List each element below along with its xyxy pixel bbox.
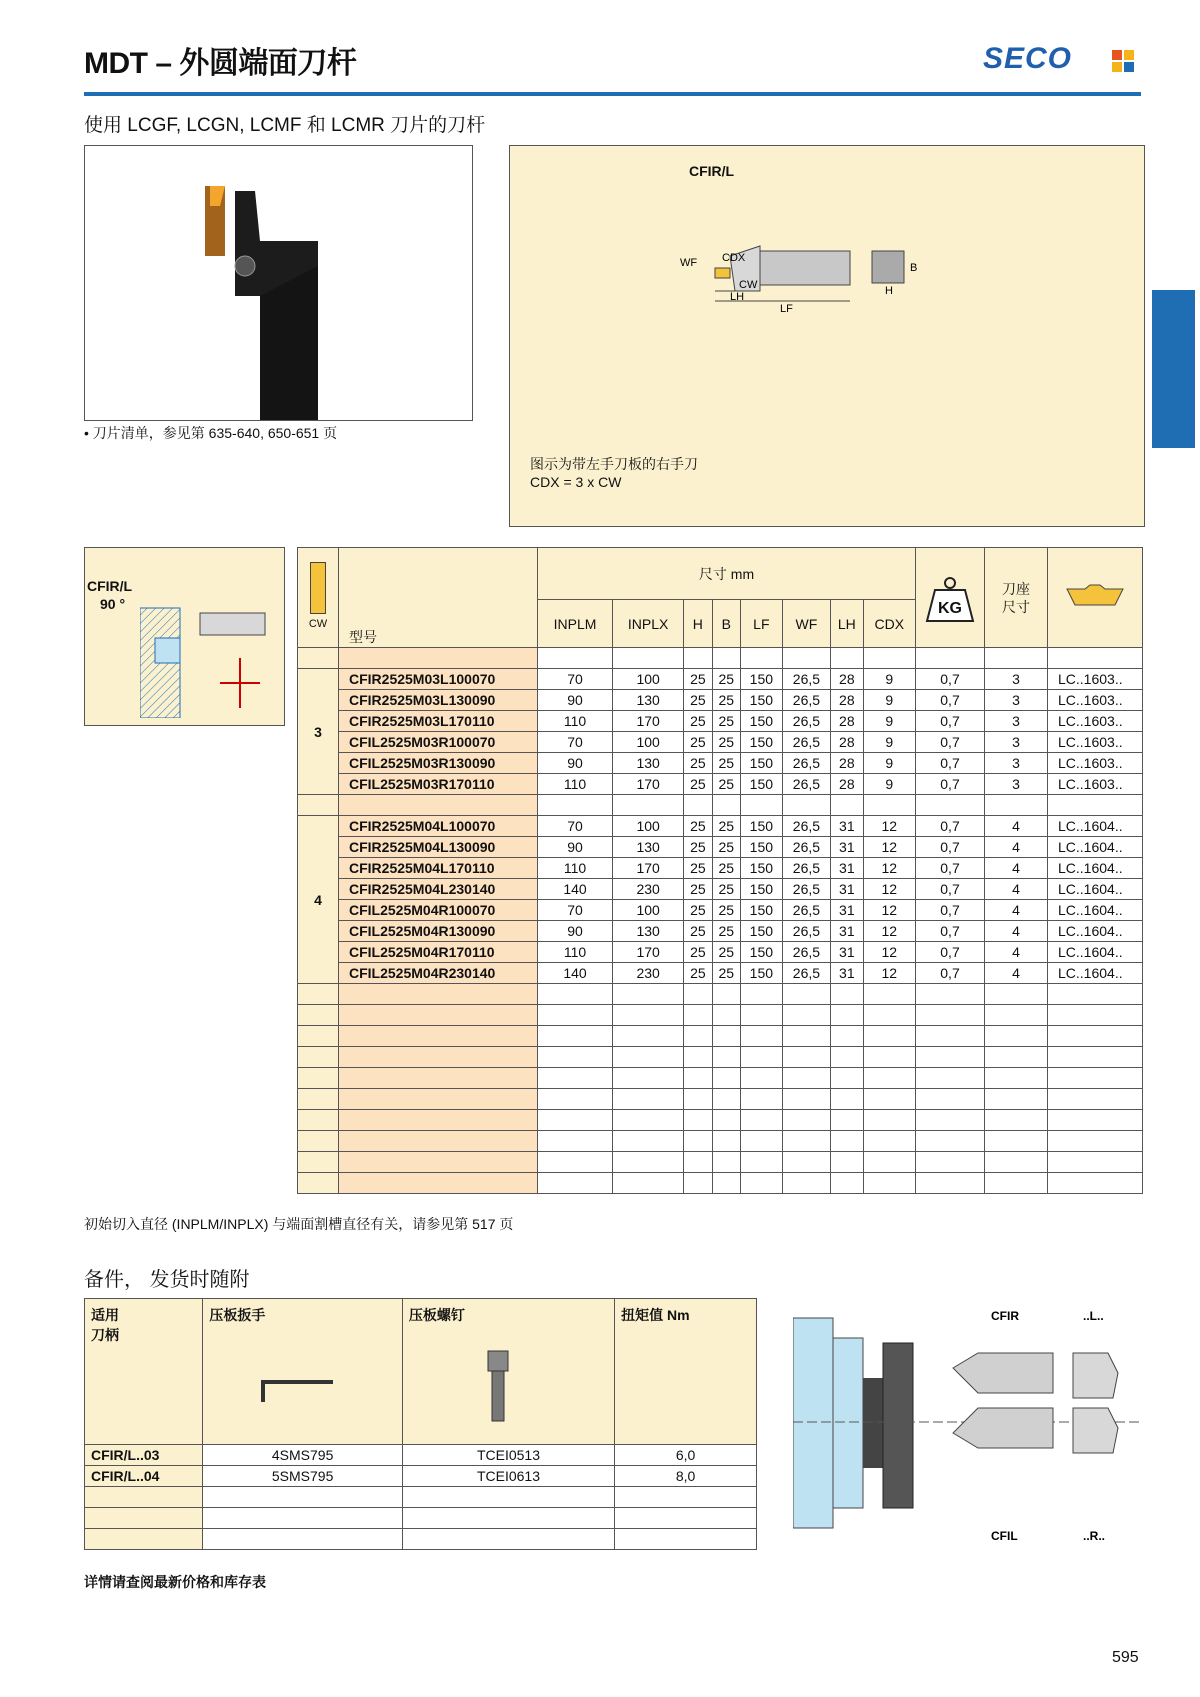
table-row xyxy=(298,669,1143,690)
parts-empty-row xyxy=(85,1487,757,1508)
empty-row xyxy=(298,1005,1143,1026)
table-cell: 25 xyxy=(684,879,712,900)
table-cell: 0,7 xyxy=(916,900,985,921)
header-rule xyxy=(84,92,1141,96)
empty-row xyxy=(298,1173,1143,1194)
table-row xyxy=(298,879,1143,900)
table-cell: 9 xyxy=(863,690,915,711)
table-cell: 12 xyxy=(863,921,915,942)
table-cell: 26,5 xyxy=(782,669,830,690)
table-cell: 170 xyxy=(613,858,684,879)
table-cell: 26,5 xyxy=(782,690,830,711)
l-label: ..L.. xyxy=(1083,1309,1104,1323)
table-cell: 25 xyxy=(712,900,740,921)
table-cell: 110 xyxy=(538,858,613,879)
face-groove-drawing xyxy=(140,598,280,718)
table-cell: 70 xyxy=(538,900,613,921)
diagram-caption: 图示为带左手刀板的右手刀 xyxy=(530,456,698,472)
table-cell: LC..1603.. xyxy=(1048,669,1143,690)
model-code: CFIL2525M04R230140 xyxy=(339,963,538,984)
empty-row xyxy=(298,1068,1143,1089)
col-header-wf: WF xyxy=(782,600,830,648)
table-row xyxy=(298,753,1143,774)
table-cell: 4 xyxy=(985,921,1048,942)
table-cell: LC..1604.. xyxy=(1048,921,1143,942)
table-row xyxy=(298,942,1143,963)
table-cell: 25 xyxy=(684,837,712,858)
table-cell: 0,7 xyxy=(916,858,985,879)
table-cell: 25 xyxy=(684,900,712,921)
parts-header-screw: 压板螺钉 xyxy=(402,1299,614,1445)
table-cell: 25 xyxy=(684,942,712,963)
spacer-row xyxy=(298,795,1143,816)
seco-logo: SECO xyxy=(983,42,1073,75)
table-cell: 31 xyxy=(831,879,863,900)
table-row xyxy=(298,837,1143,858)
table-cell: LC..1603.. xyxy=(1048,711,1143,732)
table-cell: 25 xyxy=(712,879,740,900)
product-photo xyxy=(84,145,473,421)
cf-label: CFIR/L xyxy=(87,578,133,594)
table-row xyxy=(298,774,1143,795)
table-cell: 4 xyxy=(985,942,1048,963)
table-cell: 0,7 xyxy=(916,669,985,690)
model-code: CFIL2525M03R130090 xyxy=(339,753,538,774)
table-row xyxy=(298,690,1143,711)
table-cell: 0,7 xyxy=(916,690,985,711)
table-cell: 31 xyxy=(831,858,863,879)
table-cell: 150 xyxy=(740,900,782,921)
model-header: 型号 xyxy=(339,548,538,648)
table-cell: 31 xyxy=(831,837,863,858)
table-cell: 90 xyxy=(538,690,613,711)
table-cell: LC..1604.. xyxy=(1048,879,1143,900)
table-cell: 150 xyxy=(740,837,782,858)
table-cell: 25 xyxy=(712,774,740,795)
table-cell: LC..1604.. xyxy=(1048,837,1143,858)
page-number: 595 xyxy=(1112,1649,1139,1666)
table-cell: 25 xyxy=(712,732,740,753)
table-cell: 12 xyxy=(863,837,915,858)
table-cell: 3 xyxy=(985,732,1048,753)
table-cell: 25 xyxy=(712,837,740,858)
table-cell: 25 xyxy=(712,711,740,732)
parts-heading: 备件， 发货时随附 xyxy=(84,1269,250,1291)
table-cell: 170 xyxy=(613,942,684,963)
empty-row xyxy=(298,1026,1143,1047)
table-cell: 4 xyxy=(985,816,1048,837)
diagram-label: CFIR/L xyxy=(689,163,735,179)
table-cell: 25 xyxy=(712,858,740,879)
table-cell: 100 xyxy=(613,732,684,753)
parts-header-holder: 适用 刀柄 xyxy=(85,1299,203,1445)
model-code: CFIR2525M04L130090 xyxy=(339,837,538,858)
table-cell: 4 xyxy=(985,900,1048,921)
cfil-label: CFIL xyxy=(991,1529,1018,1543)
parts-table xyxy=(84,1298,757,1550)
parts-cell: TCEI0513 xyxy=(402,1445,614,1466)
table-cell: 110 xyxy=(538,711,613,732)
col-header-lf: LF xyxy=(740,600,782,648)
table-cell: 90 xyxy=(538,753,613,774)
table-cell: 25 xyxy=(684,711,712,732)
table-cell: 31 xyxy=(831,963,863,984)
model-code: CFIR2525M04L170110 xyxy=(339,858,538,879)
parts-row xyxy=(85,1445,757,1466)
table-cell: 3 xyxy=(985,774,1048,795)
table-cell: 31 xyxy=(831,942,863,963)
table-cell: 0,7 xyxy=(916,921,985,942)
model-code: CFIR2525M03L130090 xyxy=(339,690,538,711)
table-cell: 150 xyxy=(740,879,782,900)
table-row xyxy=(298,816,1143,837)
section-tab xyxy=(1152,290,1195,448)
table-cell: 26,5 xyxy=(782,900,830,921)
table-cell: 150 xyxy=(740,669,782,690)
col-header-h: H xyxy=(684,600,712,648)
table-cell: 25 xyxy=(684,774,712,795)
table-cell: LC..1604.. xyxy=(1048,963,1143,984)
table-cell: 130 xyxy=(613,690,684,711)
table-cell: 28 xyxy=(831,669,863,690)
spacer-row xyxy=(298,648,1143,669)
page-title: MDT – 外圆端面刀杆 xyxy=(84,47,357,80)
table-cell: 9 xyxy=(863,669,915,690)
table-cell: LC..1603.. xyxy=(1048,732,1143,753)
table-cell: 140 xyxy=(538,879,613,900)
table-cell: 26,5 xyxy=(782,963,830,984)
table-cell: 100 xyxy=(613,900,684,921)
table-cell: 25 xyxy=(712,816,740,837)
table-cell: 150 xyxy=(740,711,782,732)
table-row xyxy=(298,900,1143,921)
table-cell: 26,5 xyxy=(782,816,830,837)
table-cell: 100 xyxy=(613,669,684,690)
table-cell: 26,5 xyxy=(782,858,830,879)
model-code: CFIR2525M04L230140 xyxy=(339,879,538,900)
table-cell: 28 xyxy=(831,711,863,732)
table-cell: 26,5 xyxy=(782,921,830,942)
table-cell: 150 xyxy=(740,732,782,753)
table-cell: 28 xyxy=(831,774,863,795)
table-cell: 25 xyxy=(712,753,740,774)
svg-text:CW: CW xyxy=(739,279,758,291)
table-cell: 0,7 xyxy=(916,732,985,753)
kg-header: KG xyxy=(916,548,985,648)
parts-empty-row xyxy=(85,1508,757,1529)
table-cell: 25 xyxy=(684,669,712,690)
table-cell: 25 xyxy=(712,921,740,942)
table-cell: LC..1604.. xyxy=(1048,900,1143,921)
table-cell: 150 xyxy=(740,816,782,837)
svg-text:LH: LH xyxy=(730,291,745,303)
svg-text:LF: LF xyxy=(780,303,793,315)
cdx-formula: CDX = 3 x CW xyxy=(530,474,622,490)
table-row xyxy=(298,711,1143,732)
empty-row xyxy=(298,1131,1143,1152)
model-code: CFIL2525M03R100070 xyxy=(339,732,538,753)
dimension-diagram xyxy=(509,145,1145,527)
table-cell: 230 xyxy=(613,963,684,984)
table-cell: 26,5 xyxy=(782,942,830,963)
table-cell: 25 xyxy=(712,690,740,711)
table-cell: 12 xyxy=(863,900,915,921)
cf-angle-box xyxy=(84,547,285,726)
table-cell: 0,7 xyxy=(916,879,985,900)
table-row xyxy=(298,732,1143,753)
insert-icon xyxy=(1065,583,1125,607)
assembly-diagram xyxy=(793,1298,1143,1548)
model-code: CFIR2525M03L100070 xyxy=(339,669,538,690)
table-cell: 150 xyxy=(740,921,782,942)
table-cell: 28 xyxy=(831,690,863,711)
table-cell: 28 xyxy=(831,753,863,774)
empty-row xyxy=(298,1152,1143,1173)
table-cell: 130 xyxy=(613,753,684,774)
table-cell: 70 xyxy=(538,732,613,753)
hex-key-icon xyxy=(258,1377,338,1407)
table-cell: 26,5 xyxy=(782,711,830,732)
table-cell: 25 xyxy=(712,963,740,984)
cw-group-label: 3 xyxy=(298,669,339,795)
table-cell: 110 xyxy=(538,774,613,795)
table-cell: 9 xyxy=(863,774,915,795)
table-cell: 100 xyxy=(613,816,684,837)
table-cell: 12 xyxy=(863,963,915,984)
svg-text:CDX: CDX xyxy=(722,252,746,264)
table-cell: 12 xyxy=(863,816,915,837)
table-cell: 150 xyxy=(740,753,782,774)
table-cell: 150 xyxy=(740,858,782,879)
logo-squares-icon xyxy=(1112,50,1134,72)
table-cell: 130 xyxy=(613,837,684,858)
table-cell: 3 xyxy=(985,711,1048,732)
table-row xyxy=(298,963,1143,984)
table-cell: 26,5 xyxy=(782,732,830,753)
table-cell: LC..1604.. xyxy=(1048,858,1143,879)
table-cell: 28 xyxy=(831,732,863,753)
table-cell: 130 xyxy=(613,921,684,942)
table-row xyxy=(298,921,1143,942)
table-cell: 140 xyxy=(538,963,613,984)
table-cell: 170 xyxy=(613,711,684,732)
table-cell: 0,7 xyxy=(916,753,985,774)
insert-list-note: • 刀片清单，参见第 635-640, 650-651 页 xyxy=(84,425,338,441)
model-code: CFIL2525M04R130090 xyxy=(339,921,538,942)
r-label: ..R.. xyxy=(1083,1529,1106,1543)
table-cell: 25 xyxy=(684,690,712,711)
table-cell: 230 xyxy=(613,879,684,900)
table-cell: 0,7 xyxy=(916,774,985,795)
table-cell: 4 xyxy=(985,879,1048,900)
table-cell: 9 xyxy=(863,732,915,753)
table-cell: 150 xyxy=(740,942,782,963)
table-cell: LC..1604.. xyxy=(1048,942,1143,963)
diameter-footnote: 初始切入直径 (INPLM/INPLX) 与端面割槽直径有关，请参见第 517 页 xyxy=(84,1216,514,1232)
parts-cell: TCEI0613 xyxy=(402,1466,614,1487)
svg-text:H: H xyxy=(885,285,893,297)
parts-header-wrench: 压板扳手 xyxy=(203,1299,402,1445)
model-code: CFIL2525M04R170110 xyxy=(339,942,538,963)
table-row xyxy=(298,858,1143,879)
table-cell: 110 xyxy=(538,942,613,963)
col-header-inplx: INPLX xyxy=(613,600,684,648)
col-header-cdx: CDX xyxy=(863,600,915,648)
page-subtitle: 使用 LCGF, LCGN, LCMF 和 LCMR 刀片的刀杆 xyxy=(84,115,486,136)
table-cell: LC..1604.. xyxy=(1048,816,1143,837)
table-cell: 3 xyxy=(985,753,1048,774)
model-code: CFIR2525M04L100070 xyxy=(339,816,538,837)
holder-drawing xyxy=(675,236,935,326)
table-cell: LC..1603.. xyxy=(1048,753,1143,774)
table-cell: 25 xyxy=(712,669,740,690)
table-cell: LC..1603.. xyxy=(1048,774,1143,795)
insert-header xyxy=(1048,548,1143,648)
table-cell: 25 xyxy=(684,921,712,942)
table-cell: 90 xyxy=(538,921,613,942)
model-code: CFIL2525M03R170110 xyxy=(339,774,538,795)
table-cell: 12 xyxy=(863,858,915,879)
table-cell: 150 xyxy=(740,690,782,711)
parts-holder: CFIR/L..03 xyxy=(85,1445,203,1466)
table-cell: 26,5 xyxy=(782,774,830,795)
table-cell: 12 xyxy=(863,942,915,963)
table-cell: 3 xyxy=(985,669,1048,690)
table-cell: 25 xyxy=(684,858,712,879)
table-cell: 26,5 xyxy=(782,837,830,858)
table-cell: 170 xyxy=(613,774,684,795)
table-cell: 31 xyxy=(831,921,863,942)
table-cell: 25 xyxy=(684,963,712,984)
parts-cell: 8,0 xyxy=(615,1466,757,1487)
seat-header: 刀座 尺寸 xyxy=(985,548,1048,648)
table-cell: LC..1603.. xyxy=(1048,690,1143,711)
table-cell: 150 xyxy=(740,963,782,984)
cf-angle: 90 ° xyxy=(100,596,126,612)
table-cell: 4 xyxy=(985,858,1048,879)
table-cell: 31 xyxy=(831,816,863,837)
table-cell: 150 xyxy=(740,774,782,795)
screw-icon xyxy=(485,1349,511,1424)
table-cell: 12 xyxy=(863,879,915,900)
table-cell: 9 xyxy=(863,753,915,774)
table-cell: 0,7 xyxy=(916,963,985,984)
parts-cell: 5SMS795 xyxy=(203,1466,402,1487)
empty-row xyxy=(298,1110,1143,1131)
table-cell: 90 xyxy=(538,837,613,858)
detail-note: 详情请查阅最新价格和库存表 xyxy=(84,1574,266,1590)
table-cell: 9 xyxy=(863,711,915,732)
table-cell: 0,7 xyxy=(916,837,985,858)
cfir-label: CFIR xyxy=(991,1309,1019,1323)
model-code: CFIR2525M03L170110 xyxy=(339,711,538,732)
col-header-lh: LH xyxy=(831,600,863,648)
parts-holder: CFIR/L..04 xyxy=(85,1466,203,1487)
parts-empty-row xyxy=(85,1529,757,1550)
empty-row xyxy=(298,984,1143,1005)
table-cell: 3 xyxy=(985,690,1048,711)
table-cell: 25 xyxy=(684,753,712,774)
svg-text:WF: WF xyxy=(680,257,698,269)
col-header-inplm: INPLM xyxy=(538,600,613,648)
table-cell: 70 xyxy=(538,816,613,837)
parts-cell: 6,0 xyxy=(615,1445,757,1466)
table-cell: 25 xyxy=(712,942,740,963)
table-cell: 70 xyxy=(538,669,613,690)
dims-header: 尺寸 mm xyxy=(538,548,916,600)
cw-header: CW xyxy=(298,548,339,648)
empty-row xyxy=(298,1089,1143,1110)
table-cell: 25 xyxy=(684,732,712,753)
svg-text:B: B xyxy=(910,262,918,274)
holder-table xyxy=(297,547,1143,1194)
table-cell: 0,7 xyxy=(916,942,985,963)
table-cell: 26,5 xyxy=(782,879,830,900)
table-cell: 0,7 xyxy=(916,816,985,837)
model-code: CFIL2525M04R100070 xyxy=(339,900,538,921)
table-cell: 4 xyxy=(985,963,1048,984)
parts-row xyxy=(85,1466,757,1487)
empty-row xyxy=(298,1047,1143,1068)
table-cell: 31 xyxy=(831,900,863,921)
table-cell: 0,7 xyxy=(916,711,985,732)
cw-group-label: 4 xyxy=(298,816,339,984)
parts-header-torque: 扭矩值 Nm xyxy=(615,1299,757,1445)
table-cell: 4 xyxy=(985,837,1048,858)
parts-cell: 4SMS795 xyxy=(203,1445,402,1466)
table-cell: 25 xyxy=(684,816,712,837)
col-header-b: B xyxy=(712,600,740,648)
table-cell: 26,5 xyxy=(782,753,830,774)
